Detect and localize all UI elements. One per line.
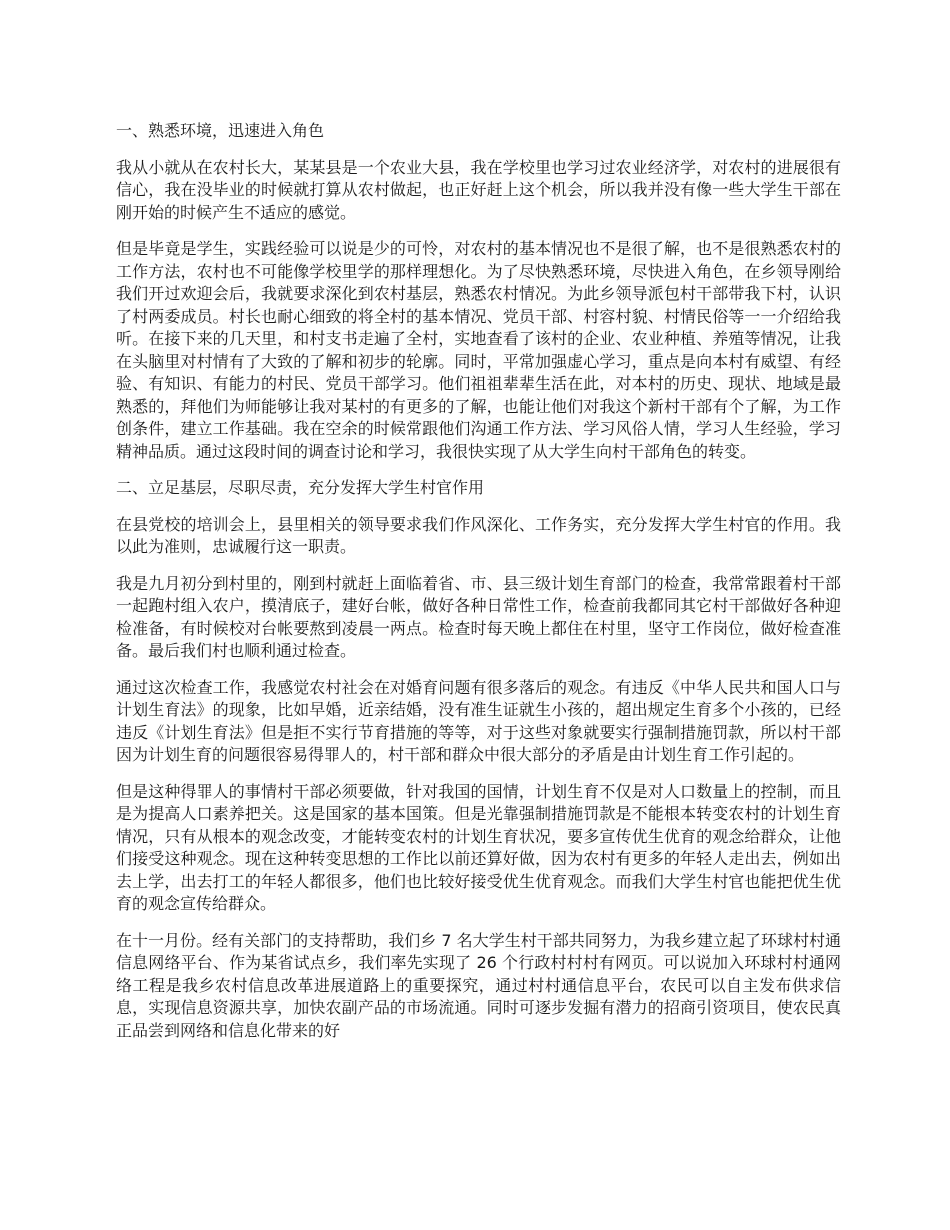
paragraph-2: 但是毕竟是学生，实践经验可以说是少的可怜，对农村的基本情况也不是很了解，也不是很熟悉农村的工作方法，农村也不可能像学校里学的那样理想化。为了尽快熟悉环境，尽快进入角色，在乡领导刚给我们开过欢迎会后，我就要求深化到农村基层，熟悉农村情况。为此乡领导派包村干部带我下村，认识了村两委成员。村长也耐心细致的将全村的基本情况、党员干部、村容村貌、村情民俗等一一介绍给我听。在接下来的几天里，和村支书走遍了全村，实地查看了该村的企业、农业种植、养殖等情况，让我在头脑里对村情有了大致的了解和初步的轮廓。同时，平常加强虚心学习，重点是向本村有威望、有经验、有知识、有能力的村民、党员干部学习。他们祖祖辈辈生活在此，对本村的历史、现状、地域是最熟悉的，拜他们为师能够让我对某村的有更多的了解，也能让他们对我这个新村干部有个了解，为工作创条件，建立工作基础。我在空余的时候常跟他们沟通工作方法、学习风俗人情，学习人生经验，学习精神品质。通过这段时间的调查讨论和学习，我很快实现了从大学生向村干部角色的转变。 bbox=[116, 239, 841, 461]
paragraph-4: 我是九月初分到村里的，刚到村就赶上面临着省、市、县三级计划生育部门的检查，我常常跟着村干部一起跑村组入农户，摸清底子，建好台帐，做好各种日常性工作，检查前我都同其它村干部做好各种迎检准备，有时候校对台帐要熬到凌晨一两点。检查时每天晚上都住在村里，坚守工作岗位，做好检查准备。最后我们村也顺利通过检查。 bbox=[116, 573, 841, 660]
paragraph-6: 但是这种得罪人的事情村干部必须要做，针对我国的国情，计划生育不仅是对人口数量上的控制，而且是为提高人口素养把关。这是国家的基本国策。但是光靠强制措施罚款是不能根本转变农村的计划生育情况，只有从根本的观念改变，才能转变农村的计划生育状况，要多宣传优生优育的观念给群众，让他们接受这种观念。现在这种转变思想的工作比以前还算好做，因为农村有更多的年轻人走出去，例如出去上学，出去打工的年轻人都很多，他们也比较好接受优生优育观念。而我们大学生村官也能把优生优育的观念宣传给群众。 bbox=[116, 781, 841, 913]
document-page bbox=[116, 120, 841, 1056]
paragraph-1: 我从小就从在农村长大，某某县是一个农业大县，我在学校里也学习过农业经济学，对农村的进展很有信心，我在没毕业的时候就打算从农村做起，也正好赶上这个机会，所以我并没有像一些大学生干部在刚开始的时候产生不适应的感觉。 bbox=[116, 157, 841, 222]
paragraph-3: 在县党校的培训会上，县里相关的领导要求我们作风深化、工作务实，充分发挥大学生村官的作用。我以此为准则，忠诚履行这一职责。 bbox=[116, 514, 841, 556]
paragraph-5: 通过这次检查工作，我感觉农村社会在对婚育问题有很多落后的观念。有违反《中华人民共和国人口与计划生育法》的现象，比如早婚，近亲结婚，没有准生证就生小孩的，超出规定生育多个小孩的，已经违反《计划生育法》但是拒不实行节育措施的等等，对于这些对象就要实行强制措施罚款，所以村干部因为计划生育的问题很容易得罪人的，村干部和群众中很大部分的矛盾是由计划生育工作引起的。 bbox=[116, 677, 841, 764]
section-heading-1: 一、熟悉环境，迅速进入角色 bbox=[116, 121, 325, 140]
paragraph-7: 在十一月份。经有关部门的支持帮助，我们乡 7 名大学生村干部共同努力，为我乡建立起了环球村村通信息网络平台、作为某省试点乡，我们率先实现了 26 个行政村村村有网页。可以说加入环球村村通网络工程是我乡农村信息改革进展道路上的重要探究，通过村村通信息平台，农民可以自主发布供求信息，实现信息资源共享，加快农副产品的市场流通。同时可逐步发掘有潜力的招商引资项目，使农民真正品尝到网络和信息化带来的好 bbox=[116, 930, 841, 1040]
section-heading-2: 二、立足基层，尽职尽责，充分发挥大学生村官作用 bbox=[116, 478, 485, 497]
